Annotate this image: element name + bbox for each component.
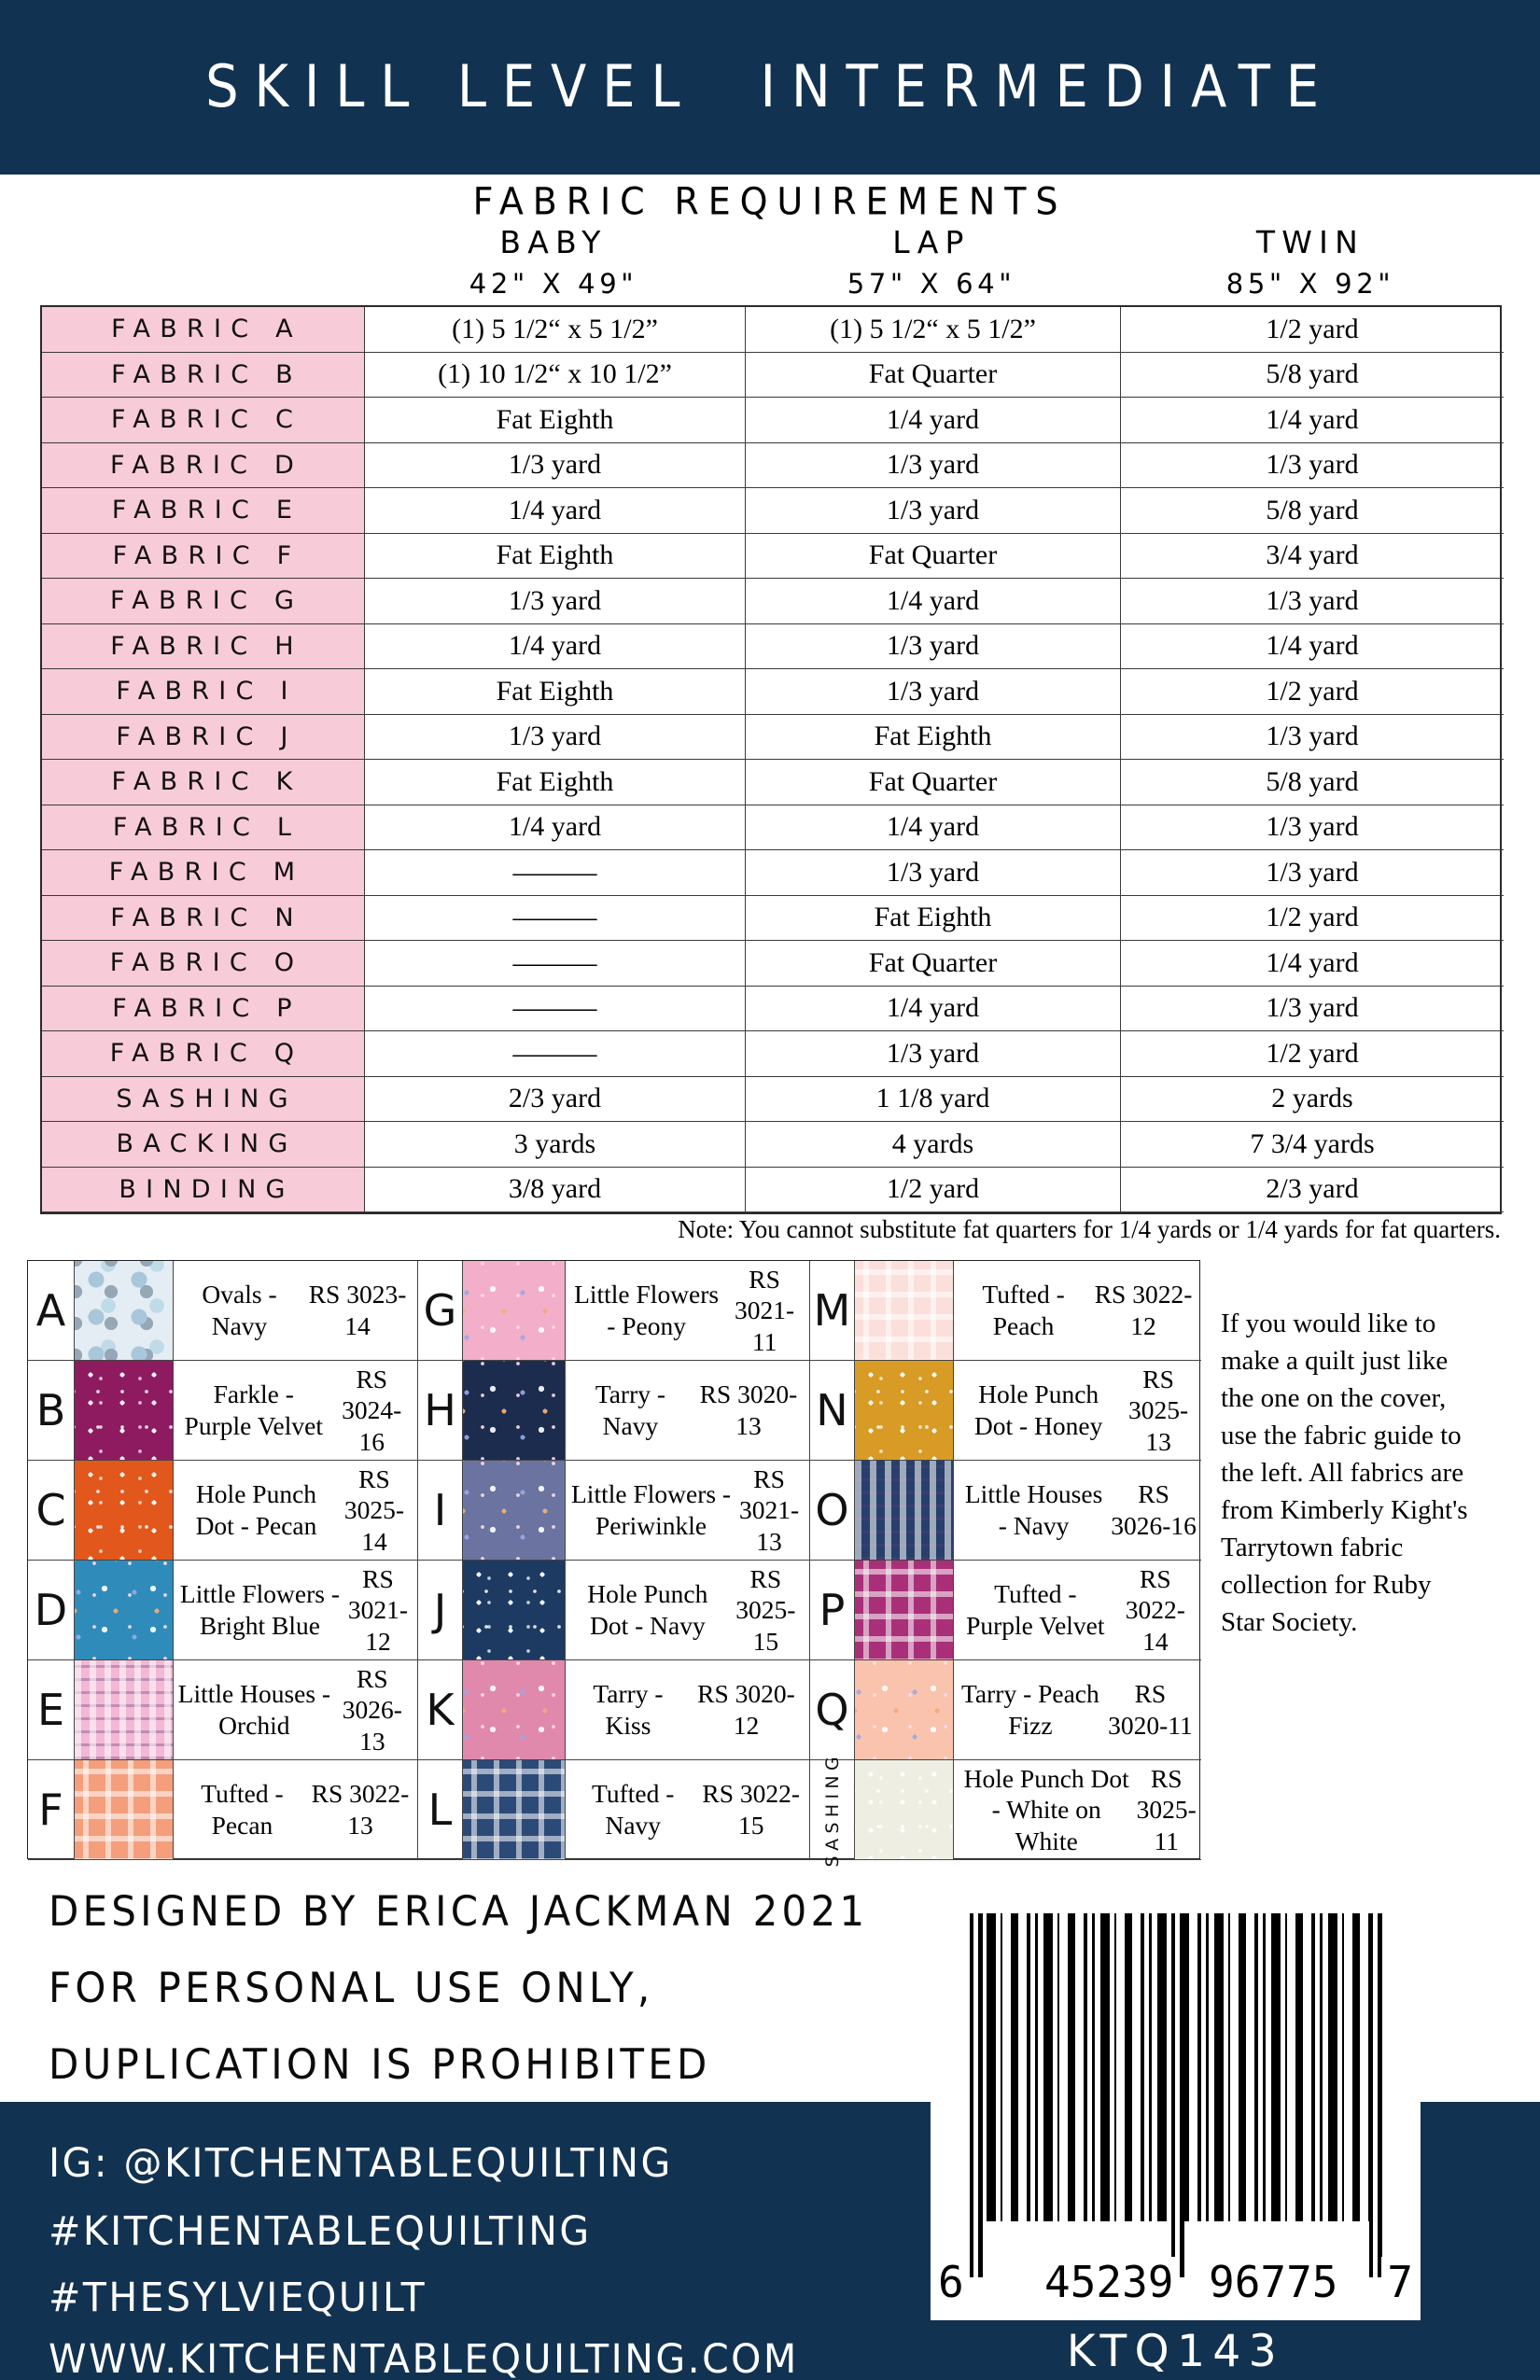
row-label: FABRIC P bbox=[42, 987, 365, 1032]
lap-value: 1/4 yard bbox=[746, 805, 1121, 851]
column-size: 57" X 64" bbox=[847, 268, 1016, 300]
fabric-name bbox=[566, 1361, 810, 1461]
fabric-code: RS 3022-15 bbox=[702, 1779, 801, 1840]
fabric-swatch-tarry-peach-fizz bbox=[855, 1660, 954, 1760]
row-label: FABRIC I bbox=[42, 669, 365, 715]
fabric-name bbox=[174, 1261, 418, 1361]
fabric-title: Hole Punch Dot - Navy bbox=[587, 1579, 708, 1640]
baby-value: 1/4 yard bbox=[365, 624, 746, 670]
fabric-title: Tufted - Pecan bbox=[201, 1779, 284, 1840]
lap-value: 1/4 yard bbox=[746, 579, 1121, 624]
column-size: 42" X 49" bbox=[469, 268, 638, 300]
fabric-code: RS 3025-11 bbox=[1136, 1763, 1197, 1855]
personal-use-line: FOR PERSONAL USE ONLY, bbox=[49, 1964, 654, 2012]
row-label: FABRIC G bbox=[42, 579, 365, 624]
fabric-swatch-little-houses-navy bbox=[855, 1461, 954, 1561]
fabric-title: Tufted - Purple Velvet bbox=[966, 1579, 1105, 1640]
row-label: FABRIC J bbox=[42, 715, 365, 761]
fabric-code: RS 3022-12 bbox=[1094, 1280, 1193, 1340]
lap-value: 1/4 yard bbox=[746, 398, 1121, 443]
barcode-digit: 7 bbox=[1381, 2257, 1419, 2307]
designed-by-line: DESIGNED BY ERICA JACKMAN 2021 bbox=[49, 1887, 869, 1936]
row-label: FABRIC K bbox=[42, 760, 365, 805]
fabric-code: RS 3021-12 bbox=[347, 1563, 409, 1656]
barcode-digit-group: 45239 bbox=[1039, 2257, 1179, 2307]
baby-value: 1/3 yard bbox=[365, 443, 746, 489]
fabric-name bbox=[174, 1660, 418, 1760]
baby-value: Fat Eighth bbox=[365, 760, 746, 805]
fabric-swatch-tarry-kiss bbox=[463, 1660, 566, 1760]
fabric-code: RS 3025-13 bbox=[1128, 1364, 1189, 1456]
lap-value: 1/3 yard bbox=[746, 624, 1121, 670]
column-name: BABY bbox=[499, 224, 608, 260]
fabric-swatch-hole-punch-dot-pecan bbox=[75, 1461, 174, 1561]
row-label: FABRIC E bbox=[42, 488, 365, 534]
fabric-letter: I bbox=[418, 1461, 463, 1561]
fabric-title: Tufted - Peach bbox=[982, 1280, 1065, 1340]
cover-fabric-paragraph: If you would like to make a quilt just like the one on the cover, use the fabric guide to the left. All fabrics are from Kimberly Kight's Tarrytown fabric collection for Ruby Star Society. bbox=[1221, 1309, 1468, 1638]
lap-value: Fat Quarter bbox=[746, 941, 1121, 987]
fabric-title: Tufted - Navy bbox=[592, 1779, 675, 1840]
baby-value: Fat Eighth bbox=[365, 669, 746, 715]
row-label: FABRIC F bbox=[42, 534, 365, 580]
lap-value: Fat Quarter bbox=[746, 353, 1121, 399]
twin-value: 1/3 yard bbox=[1121, 579, 1504, 624]
lap-value: 1/3 yard bbox=[746, 669, 1121, 715]
row-label: FABRIC A bbox=[42, 307, 365, 353]
fabric-title: Ovals - Navy bbox=[202, 1280, 277, 1340]
fabric-name bbox=[174, 1361, 418, 1461]
fabric-swatch-little-houses-orchid bbox=[75, 1660, 174, 1760]
twin-value: 1/4 yard bbox=[1121, 398, 1504, 443]
skill-level-title: SKILL LEVEL INTERMEDIATE bbox=[205, 53, 1335, 121]
fabric-name bbox=[566, 1261, 810, 1361]
baby-value: 3/8 yard bbox=[365, 1168, 746, 1213]
sashing-vertical-label: SASHING bbox=[821, 1752, 843, 1868]
fabric-name bbox=[174, 1760, 418, 1860]
lap-value: 1/3 yard bbox=[746, 850, 1121, 896]
fabric-name bbox=[954, 1461, 1201, 1561]
fabric-letter: K bbox=[418, 1660, 463, 1760]
lap-value: Fat Eighth bbox=[746, 715, 1121, 761]
baby-value: ——— bbox=[365, 987, 746, 1032]
fabric-code: RS 3021-11 bbox=[735, 1264, 795, 1356]
fabric-swatch-tufted-navy bbox=[463, 1760, 566, 1860]
baby-value: (1) 10 1/2“ x 10 1/2” bbox=[365, 353, 746, 399]
fabric-swatch-hole-punch-dot-white bbox=[855, 1760, 954, 1860]
fabric-letter: H bbox=[418, 1361, 463, 1461]
baby-value: 1/4 yard bbox=[365, 488, 746, 534]
twin-value: 1/3 yard bbox=[1121, 715, 1504, 761]
fabric-title: Little Flowers - Peony bbox=[574, 1280, 720, 1340]
lap-value: 1/3 yard bbox=[746, 1031, 1121, 1077]
fabric-swatch-ovals-navy bbox=[75, 1261, 174, 1361]
fabric-title: Tarry - Navy bbox=[595, 1379, 666, 1440]
baby-value: 2/3 yard bbox=[365, 1077, 746, 1123]
row-label: BINDING bbox=[42, 1168, 365, 1213]
fabric-code: RS 3020-11 bbox=[1108, 1679, 1193, 1740]
twin-value: 7 3/4 yards bbox=[1121, 1122, 1504, 1168]
fabric-name bbox=[954, 1561, 1201, 1660]
fabric-letter: D bbox=[28, 1561, 75, 1660]
column-name: LAP bbox=[892, 224, 971, 260]
lap-value: Fat Quarter bbox=[746, 760, 1121, 805]
fabric-letter: F bbox=[28, 1760, 75, 1860]
hashtag-thesylviequilt: #THESYLVIEQUILT bbox=[49, 2274, 427, 2321]
fabric-name bbox=[174, 1561, 418, 1660]
row-label: FABRIC D bbox=[42, 443, 365, 489]
twin-value: 1/2 yard bbox=[1121, 669, 1504, 715]
row-label: BACKING bbox=[42, 1122, 365, 1168]
fabric-title: Little Flowers - Periwinkle bbox=[571, 1479, 732, 1540]
column-size: 85" X 92" bbox=[1225, 268, 1395, 300]
twin-value: 1/2 yard bbox=[1121, 307, 1504, 353]
fabric-letter: J bbox=[418, 1561, 463, 1660]
fabric-letter: M bbox=[810, 1261, 855, 1361]
row-label: FABRIC H bbox=[42, 624, 365, 670]
barcode-digit-group: 96775 bbox=[1203, 2257, 1343, 2307]
website-url: WWW.KITCHENTABLEQUILTING.COM bbox=[49, 2335, 799, 2380]
baby-value: (1) 5 1/2“ x 5 1/2” bbox=[365, 307, 746, 353]
substitution-note: Note: You cannot substitute fat quarters for 1/4 yards or 1/4 yards for fat quarters. bbox=[678, 1215, 1501, 1243]
fabric-title: Tarry - Peach Fizz bbox=[961, 1679, 1099, 1740]
row-label: FABRIC M bbox=[42, 850, 365, 896]
fabric-name bbox=[566, 1461, 810, 1561]
row-label: FABRIC Q bbox=[42, 1031, 365, 1077]
fabric-title: Hole Punch Dot - Honey bbox=[973, 1379, 1103, 1440]
fabric-letter: Q bbox=[810, 1660, 855, 1760]
baby-value: 1/3 yard bbox=[365, 579, 746, 624]
lap-value: 1/3 yard bbox=[746, 488, 1121, 534]
fabric-name bbox=[566, 1561, 810, 1660]
lap-value: 1/4 yard bbox=[746, 987, 1121, 1032]
fabric-swatch-tarry-navy bbox=[463, 1361, 566, 1461]
fabric-letter: L bbox=[418, 1760, 463, 1860]
column-header-twin bbox=[1226, 224, 1395, 300]
fabric-name bbox=[954, 1261, 1201, 1361]
fabric-code: RS 3022-14 bbox=[1125, 1563, 1185, 1656]
fabric-code: RS 3020-12 bbox=[697, 1679, 795, 1740]
fabric-title: Hole Punch Dot - Pecan bbox=[195, 1479, 317, 1540]
instagram-handle: IG: @KITCHENTABLEQUILTING bbox=[49, 2139, 673, 2187]
hashtag-kitchentablequilting: #KITCHENTABLEQUILTING bbox=[49, 2207, 592, 2255]
baby-value: Fat Eighth bbox=[365, 398, 746, 443]
twin-value: 1/4 yard bbox=[1121, 941, 1504, 987]
fabric-name bbox=[954, 1361, 1201, 1461]
fabric-letter-sashing bbox=[810, 1752, 855, 1868]
fabric-name bbox=[954, 1660, 1201, 1760]
fabric-guide-grid bbox=[27, 1260, 1200, 1868]
baby-value: ——— bbox=[365, 941, 746, 987]
twin-value: 2/3 yard bbox=[1121, 1168, 1504, 1213]
fabric-name bbox=[954, 1760, 1201, 1860]
twin-value: 1/3 yard bbox=[1121, 443, 1504, 489]
twin-value: 1/3 yard bbox=[1121, 805, 1504, 851]
fabric-swatch-tufted-pecan bbox=[75, 1760, 174, 1860]
twin-value: 1/3 yard bbox=[1121, 987, 1504, 1032]
barcode-guard-left bbox=[970, 1913, 983, 2277]
twin-value: 5/8 yard bbox=[1121, 353, 1504, 399]
fabric-code: RS 3021-13 bbox=[738, 1463, 800, 1556]
fabric-code: RS 3026-13 bbox=[342, 1663, 402, 1756]
twin-value: 5/8 yard bbox=[1121, 488, 1504, 534]
fabric-code: RS 3025-15 bbox=[735, 1563, 796, 1656]
fabric-swatch-little-flowers-bright-blue bbox=[75, 1561, 174, 1660]
fabric-swatch-tufted-purple-velvet bbox=[855, 1561, 954, 1660]
fabric-code: RS 3023-14 bbox=[308, 1280, 407, 1340]
twin-value: 1/3 yard bbox=[1121, 850, 1504, 896]
baby-value: 3 yards bbox=[365, 1122, 746, 1168]
fabric-code: RS 3026-16 bbox=[1111, 1479, 1197, 1540]
fabric-letter: B bbox=[28, 1361, 75, 1461]
fabric-swatch-hole-punch-dot-navy bbox=[463, 1561, 566, 1660]
duplication-line: DUPLICATION IS PROHIBITED bbox=[49, 2040, 711, 2089]
pattern-sku: KTQ143 bbox=[1066, 2326, 1285, 2377]
column-header-baby bbox=[469, 224, 638, 300]
fabric-requirements-title: FABRIC REQUIREMENTS bbox=[472, 179, 1068, 224]
lap-value: 1/3 yard bbox=[746, 443, 1121, 489]
baby-value: 1/4 yard bbox=[365, 805, 746, 851]
twin-value: 5/8 yard bbox=[1121, 760, 1504, 805]
fabric-name bbox=[566, 1760, 810, 1860]
fabric-title: Hole Punch Dot - White on White bbox=[963, 1763, 1129, 1855]
column-name: TWIN bbox=[1255, 224, 1365, 260]
row-label: FABRIC C bbox=[42, 398, 365, 443]
fabric-code: RS 3022-13 bbox=[311, 1779, 410, 1840]
baby-value: ——— bbox=[365, 1031, 746, 1077]
barcode-digit: 6 bbox=[932, 2257, 970, 2307]
barcode-guard-middle bbox=[1171, 1913, 1184, 2277]
fabric-swatch-tufted-peach bbox=[855, 1261, 954, 1361]
fabric-letter: O bbox=[810, 1461, 855, 1561]
row-label: SASHING bbox=[42, 1077, 365, 1123]
row-label: FABRIC B bbox=[42, 353, 365, 399]
lap-value: 1 1/8 yard bbox=[746, 1077, 1121, 1123]
lap-value: 1/2 yard bbox=[746, 1168, 1121, 1213]
fabric-title: Tarry - Kiss bbox=[593, 1679, 664, 1740]
row-label: FABRIC O bbox=[42, 941, 365, 987]
fabric-letter: A bbox=[28, 1261, 75, 1361]
credits-block bbox=[49, 1887, 868, 2117]
twin-value: 1/2 yard bbox=[1121, 1031, 1504, 1077]
row-label: FABRIC N bbox=[42, 896, 365, 942]
twin-value: 1/4 yard bbox=[1121, 624, 1504, 670]
column-header-lap bbox=[847, 224, 1016, 300]
lap-value: (1) 5 1/2“ x 5 1/2” bbox=[746, 307, 1121, 353]
lap-value: Fat Quarter bbox=[746, 534, 1121, 580]
baby-value: ——— bbox=[365, 850, 746, 896]
fabric-requirements-table bbox=[40, 305, 1502, 1214]
barcode bbox=[931, 1904, 1421, 2320]
baby-value: 1/3 yard bbox=[365, 715, 746, 761]
barcode-guard-right bbox=[1369, 1913, 1382, 2277]
skill-level-banner bbox=[0, 0, 1540, 175]
fabric-title: Little Houses - Navy bbox=[964, 1479, 1103, 1540]
fabric-letter: G bbox=[418, 1261, 463, 1361]
twin-value: 1/2 yard bbox=[1121, 896, 1504, 942]
fabric-code: RS 3024-16 bbox=[342, 1364, 402, 1456]
fabric-title: Little Flowers - Bright Blue bbox=[179, 1579, 340, 1640]
fabric-swatch-little-flowers-peony bbox=[463, 1261, 566, 1361]
fabric-letter: P bbox=[810, 1561, 855, 1660]
fabric-name bbox=[566, 1660, 810, 1760]
twin-value: 2 yards bbox=[1121, 1077, 1504, 1123]
row-label: FABRIC L bbox=[42, 805, 365, 851]
fabric-letter: E bbox=[28, 1660, 75, 1760]
lap-value: 4 yards bbox=[746, 1122, 1121, 1168]
fabric-letter: N bbox=[810, 1361, 855, 1461]
fabric-letter: C bbox=[28, 1461, 75, 1561]
twin-value: 3/4 yard bbox=[1121, 534, 1504, 580]
fabric-swatch-farkle-purple-velvet bbox=[75, 1361, 174, 1461]
fabric-code: RS 3020-13 bbox=[699, 1379, 798, 1440]
lap-value: Fat Eighth bbox=[746, 896, 1121, 942]
fabric-title: Little Houses - Orchid bbox=[177, 1679, 331, 1740]
baby-value: Fat Eighth bbox=[365, 534, 746, 580]
fabric-name bbox=[174, 1461, 418, 1561]
fabric-swatch-little-flowers-periwinkle bbox=[463, 1461, 566, 1561]
baby-value: ——— bbox=[365, 896, 746, 942]
fabric-swatch-hole-punch-dot-honey bbox=[855, 1361, 954, 1461]
fabric-code: RS 3025-14 bbox=[343, 1463, 405, 1556]
fabric-title: Farkle - Purple Velvet bbox=[184, 1379, 323, 1440]
